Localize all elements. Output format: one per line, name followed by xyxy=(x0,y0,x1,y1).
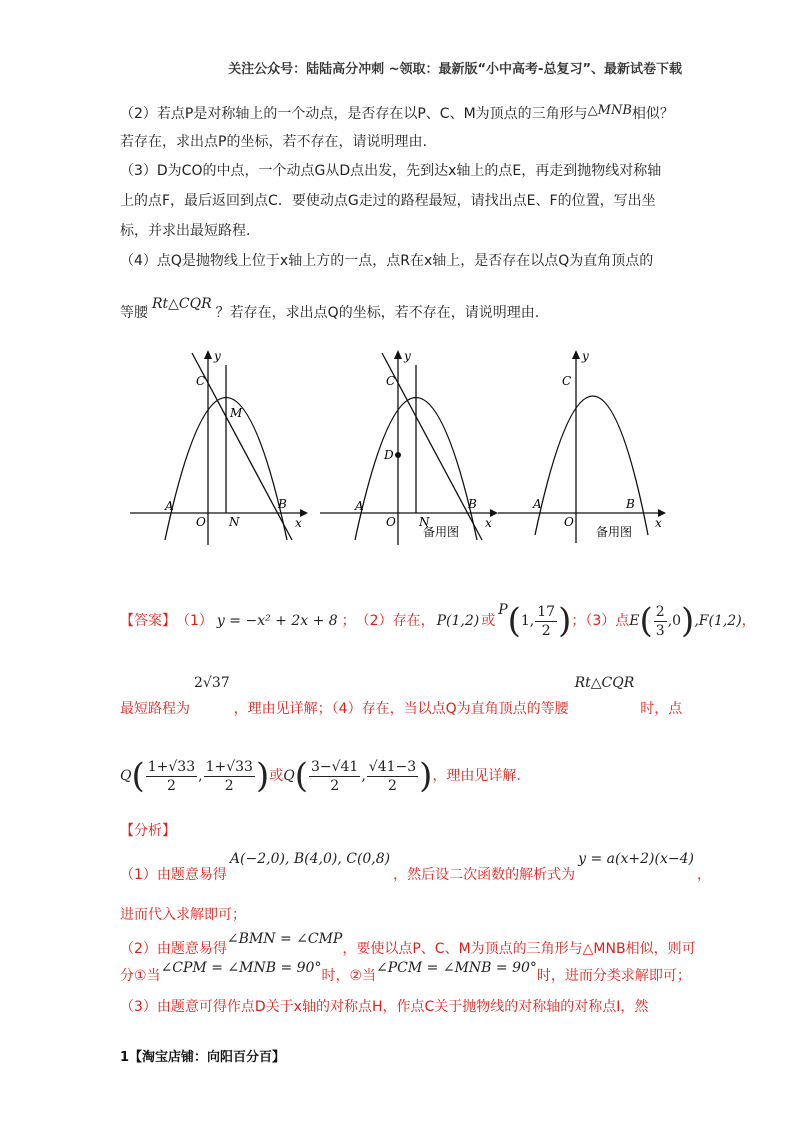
fig2-label-N: N xyxy=(419,515,430,529)
answer-q2-y-num: √41−3 xyxy=(368,758,417,775)
figure-2 xyxy=(320,349,498,545)
analysis-a1-c: ， xyxy=(696,867,711,883)
fig2-spare-label: 备用图 xyxy=(423,525,460,539)
analysis-a2-b: ，要使以点P、C、M为顶点的三角形与△MNB相似，则可 xyxy=(342,941,696,957)
fig1-label-O: O xyxy=(196,515,206,529)
q2-text-a: （2）若点P是对称轴上的一个动点，是否存在以P、C、M为顶点的三角形与 xyxy=(120,106,588,122)
fig3-label-A: A xyxy=(533,497,542,511)
answer-p1-eq: y = −x² + 2x + 8 xyxy=(216,613,338,629)
fig2-label-A: A xyxy=(355,499,364,513)
fig2-y-arrow-icon xyxy=(394,350,402,359)
question-4-line-1: （4）点Q是抛物线上位于x轴上方的一点，点R在x轴上，是否存在以点Q为直角顶点的 xyxy=(120,253,654,269)
q4-rt-triangle: Rt△CQR xyxy=(152,296,212,312)
answer-p2-point2: P ( 1, $\frac{17}{2}$ ) xyxy=(498,601,572,641)
answer-p3-E-den: 3 xyxy=(655,622,665,639)
analysis-a2-e: 时，进而分类求解即可； xyxy=(536,968,691,984)
fig3-label-B: B xyxy=(626,497,635,511)
question-3-line-1: （3）D为CO的中点，一个动点G从D点出发，先到达x轴上的点E，再走到抛物线对称轴 xyxy=(120,163,662,179)
fig3-y-arrow-icon xyxy=(572,350,580,359)
answer-p2-point2-head: P xyxy=(498,601,508,618)
answer-p2-point2-a: 1, xyxy=(520,613,535,629)
analysis-line-2: 进而代入求解即可； xyxy=(120,907,246,923)
fig2-label-C: C xyxy=(386,374,396,388)
fig3-label-O: O xyxy=(564,515,574,529)
analysis-a2-d: 时，②当 xyxy=(321,968,377,984)
answer-q2-head: Q xyxy=(283,768,295,784)
answer-q2-point: Q ( $\frac{3-√41}{2}$ , $\frac{√41-3}{2}$ ) xyxy=(283,756,433,796)
answer-line2-c: 时，点 xyxy=(640,701,683,717)
answer-line2-b: ，理由见详解；（4）存在，当以点Q为直角顶点的等腰 xyxy=(233,701,569,717)
analysis-a2-eq2: ∠CPM = ∠MNB = 90° xyxy=(160,960,322,976)
answer-q1-y-num: 1+√33 xyxy=(205,758,253,775)
analysis-tag: 【分析】 xyxy=(120,823,176,839)
analysis-a2-c: 分①当 xyxy=(120,968,161,984)
q2-triangle: △MNB xyxy=(587,103,632,118)
answer-p3-F: ,F(1,2) xyxy=(694,613,742,629)
figure-3 xyxy=(498,349,666,543)
fig1-line-cb xyxy=(192,353,292,540)
footer-page-number: 1 xyxy=(120,1050,130,1065)
analysis-a2-a: （2）由题意易得 xyxy=(120,941,227,957)
answer-line-1 xyxy=(120,598,756,644)
answer-p3-point-E: E ( $\frac{2}{3}$ ,0 ) ,F(1,2) xyxy=(629,601,742,641)
answer-q1-head: Q xyxy=(120,768,132,784)
answer-p2-point1: P(1,2) xyxy=(436,613,480,629)
answer-p2-point2-num: 17 xyxy=(537,603,556,620)
question-3-line-3: 标，并求出最短路程. xyxy=(120,223,251,239)
fig3-label-y: y xyxy=(582,349,589,363)
analysis-line-4 xyxy=(120,961,691,983)
fig3-label-x: x xyxy=(655,516,662,530)
answer-p3-E: E xyxy=(629,613,640,629)
q4-suffix: ？若存在，求出点Q的坐标，若不存在，请说明理由. xyxy=(215,305,540,321)
figure-row xyxy=(120,345,680,550)
fig2-label-O: O xyxy=(386,515,396,529)
answer-line-2 xyxy=(120,676,682,716)
analysis-a2-eq3: ∠PCM = ∠MNB = 90° xyxy=(376,960,537,976)
fig2-label-D: D xyxy=(384,448,394,462)
question-3-line-2: 上的点F，最后返回到点C．要使动点G走过的路程最短，请找出点E、F的位置，写出坐 xyxy=(120,193,656,209)
footer-shop: 【淘宝店铺：向阳百分百】 xyxy=(129,1050,286,1065)
answer-line-3 xyxy=(120,752,521,800)
answer-q1-x-num: 1+√33 xyxy=(147,758,196,775)
answer-line2-a: 最短路程为 xyxy=(120,701,190,717)
fig1-label-B: B xyxy=(278,497,287,511)
question-2-line-2: 若存在，求出点P的坐标，若不存在，请说明理由. xyxy=(120,134,427,150)
question-2-line-1 xyxy=(120,104,674,121)
fig1-label-x: x xyxy=(295,516,302,530)
answer-p3-comma: ， xyxy=(741,613,756,629)
header-banner: 关注公众号：陆陆高分冲刺 ~领取：最新版“小中高考-总复习”、最新试卷下载 xyxy=(228,62,682,77)
fig1-label-M: M xyxy=(230,406,243,420)
fig1-label-A: A xyxy=(165,499,174,513)
fig2-point-D xyxy=(395,452,401,458)
answer-q2-x-den: 2 xyxy=(330,777,340,794)
analysis-line-1 xyxy=(120,852,711,882)
fig3-parabola xyxy=(535,396,648,535)
q4-prefix: 等腰 xyxy=(120,305,148,321)
fig2-label-B: B xyxy=(468,497,477,511)
answer-p3-text: ；（3）点 xyxy=(571,613,630,629)
q2-text-b: 相似？ xyxy=(631,106,674,122)
analysis-a1-a: （1）由题意易得 xyxy=(120,867,227,883)
answer-q1-point: Q ( $\frac{1+√33}{2}$ , $\frac{1+√33}{2}$ ) xyxy=(120,756,270,796)
question-4-line-2 xyxy=(120,296,540,321)
analysis-line-3 xyxy=(120,932,696,956)
answer-line2-rt: Rt△CQR xyxy=(574,675,635,691)
answer-p3-E-num: 2 xyxy=(655,603,665,620)
fig3-spare-label: 备用图 xyxy=(596,525,633,539)
answer-p2-point2-den: 2 xyxy=(541,622,551,639)
footer xyxy=(120,1046,285,1065)
analysis-a1-b: ，然后设二次函数的解析式为 xyxy=(393,867,576,883)
fig2-label-y: y xyxy=(404,349,411,363)
analysis-a2-eq: ∠BMN = ∠CMP xyxy=(226,931,343,947)
fig2-label-x: x xyxy=(485,516,492,530)
answer-p2-or: 或 xyxy=(481,613,496,629)
answer-q2-x-num: 3−√41 xyxy=(310,758,359,775)
analysis-line-5: （3）由题意可得作点D关于x轴的对称点H，作点C关于抛物线的对称轴的对称点I，然 xyxy=(120,999,649,1015)
answer-line2-val: 2√37 xyxy=(194,675,230,691)
answer-p2-text: （2）存在， xyxy=(355,613,435,629)
answer-p3-E-tail: ,0 xyxy=(667,613,682,629)
answer-tag: 【答案】 xyxy=(120,613,176,629)
analysis-a1-eq: y = a(x+2)(x−4) xyxy=(578,851,694,867)
answer-or: 或 xyxy=(269,768,284,784)
analysis-a1-points: A(−2,0), B(4,0), C(0,8) xyxy=(229,851,391,867)
fig1-label-N: N xyxy=(229,515,240,529)
answer-p1-num: （1） xyxy=(176,613,213,629)
fig1-label-C: C xyxy=(196,374,206,388)
answer-q1-x-den: 2 xyxy=(166,777,176,794)
fig1-label-y: y xyxy=(214,349,221,363)
fig3-label-C: C xyxy=(562,374,572,388)
figure-1 xyxy=(130,349,308,545)
answer-q1-y-den: 2 xyxy=(224,777,234,794)
answer-line3-tail: ，理由见详解. xyxy=(432,768,521,784)
fig1-y-arrow-icon xyxy=(204,350,212,359)
answer-q2-y-den: 2 xyxy=(388,777,397,794)
answer-p1-semicolon: ； xyxy=(341,613,356,629)
fig2-line-cb xyxy=(382,353,482,540)
